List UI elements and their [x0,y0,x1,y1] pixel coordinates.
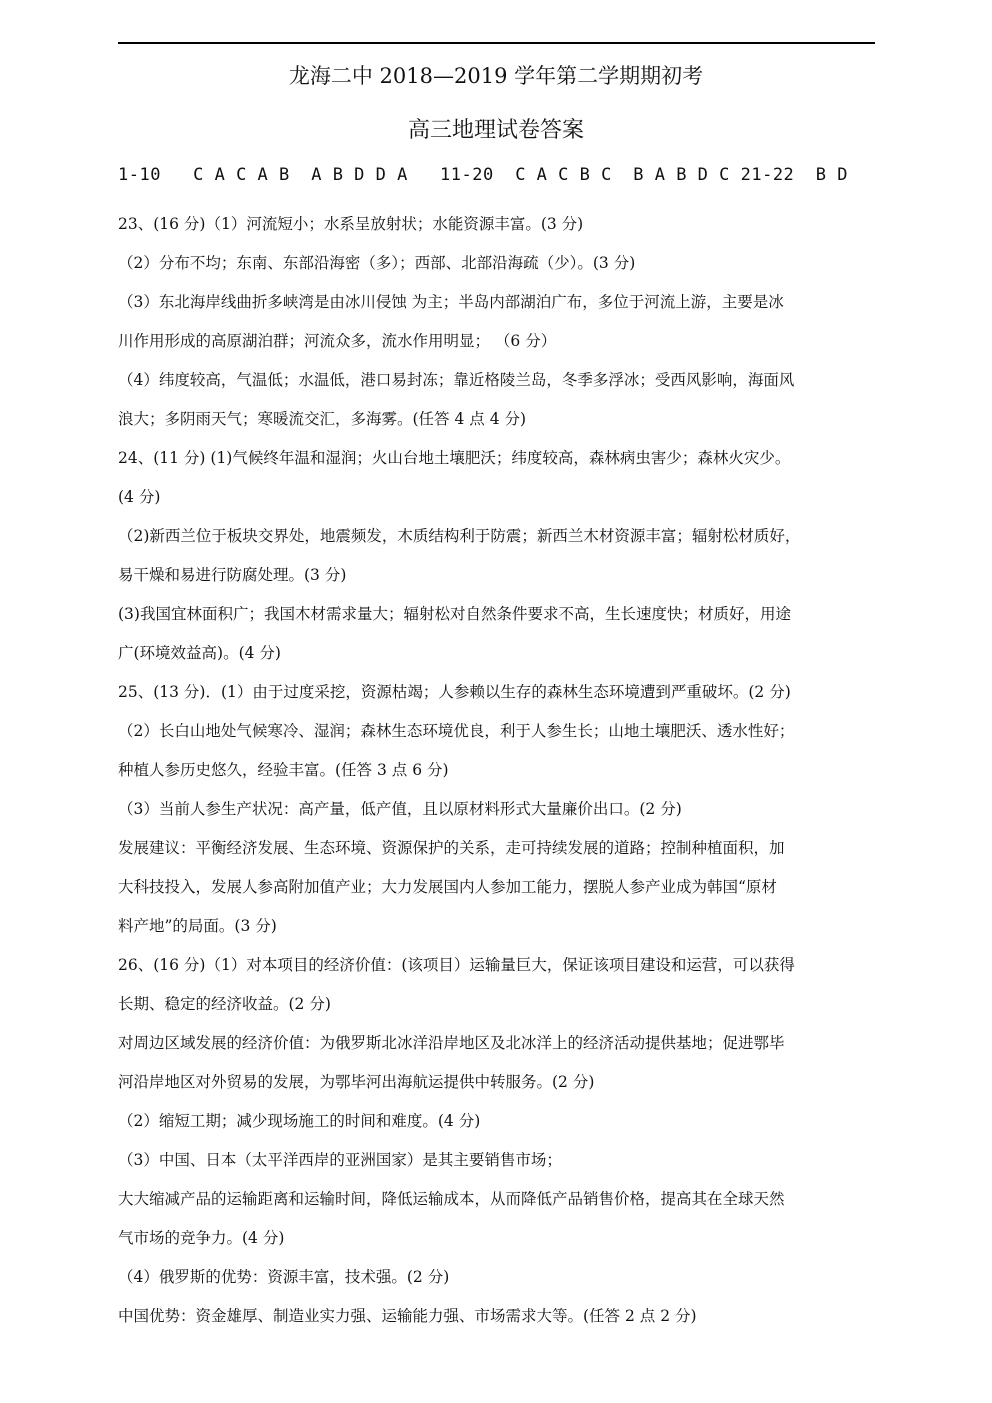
answer-line-q26-3-cont: 大大缩减产品的运输距离和运输时间，降低运输成本，从而降低产品销售价格，提高其在全球天然 [118,1190,785,1208]
answer-line-q25-3-suggestion: 发展建议：平衡经济发展、生态环境、资源保护的关系，走可持续发展的道路；控制种植面积，加 [118,839,785,857]
answer-line-q23-4-cont: 浪大；多阴雨天气；寒暖流交汇，多海雾。(任答 4 点 4 分) [118,410,527,428]
answer-line-q26-3: （3）中国、日本（太平洋西岸的亚洲国家）是其主要销售市场； [118,1151,562,1169]
answer-line-q26-1-region: 对周边区域发展的经济价值：为俄罗斯北冰洋沿岸地区及北冰洋上的经济活动提供基地；促进鄂毕 [118,1034,785,1052]
multiple-choice-answer-key: 1-10 C A C A B A B D D A 11-20 C A C B C B A B D C 21-22 B D [118,165,848,185]
answer-line-q23-3: （3）东北海岸线曲折多峡湾是由冰川侵蚀 为主；半岛内部湖泊广布，多位于河流上游，主要是冰 [118,293,784,311]
answer-line-q23-2: （2）分布不均；东南、东部沿海密（多）；西部、北部沿海疏（少）。(3 分) [118,254,636,272]
document-subtitle: 高三地理试卷答案 [407,118,584,143]
answer-line-q26-1: 26、(16 分)（1）对本项目的经济价值：(该项目）运输量巨大，保证该项目建设和运营，可以获得 [118,956,795,974]
answer-line-q24-2: （2)新西兰位于板块交界处，地震频发，木质结构利于防震；新西兰木材资源丰富；辐射松材质好， [118,527,801,545]
answer-line-q25-3-suggestion-cont: 大科技投入，发展人参高附加值产业；大力发展国内人参加工能力，摆脱人参产业成为韩国“原材 [118,878,777,896]
answer-line-q26-4-china: 中国优势：资金雄厚、制造业实力强、运输能力强、市场需求大等。(任答 2 点 2 分) [118,1307,697,1325]
answer-line-q25-2: （2）长白山地处气候寒冷、湿润；森林生态环境优良，利于人参生长；山地土壤肥沃、透水性好； [118,722,795,740]
answer-line-q24-1: 24、(11 分) (1)气候终年温和湿润；火山台地土壤肥沃；纬度较高，森林病虫害少；森林火灾少。 [118,449,791,467]
header-rule [118,42,875,44]
answer-line-q23-3-cont: 川作用形成的高原湖泊群；河流众多，流水作用明显； （6 分） [118,332,557,350]
answer-line-q24-3: (3)我国宜林面积广；我国木材需求量大；辐射松对自然条件要求不高，生长速度快；材质好，用途 [118,605,791,623]
answer-line-q26-1-cont: 长期、稳定的经济收益。(2 分) [118,995,331,1013]
answer-line-q24-2-cont: 易干燥和易进行防腐处理。(3 分) [118,566,347,584]
answer-line-q25-1: 25、(13 分)．(1）由于过度采挖，资源枯竭；人参赖以生存的森林生态环境遭到严重破坏。(2 分) [118,683,791,701]
answer-line-q25-2-cont: 种植人参历史悠久，经验丰富。(任答 3 点 6 分) [118,761,449,779]
answer-line-q23-1: 23、(16 分)（1）河流短小；水系呈放射状；水能资源丰富。(3 分) [118,215,584,233]
answer-line-q26-2: （2）缩短工期；减少现场施工的时间和难度。(4 分) [118,1112,481,1130]
answer-line-q24-3-cont: 广(环境效益高)。(4 分) [118,644,281,662]
answer-line-q26-1-region-cont: 河沿岸地区对外贸易的发展，为鄂毕河出海航运提供中转服务。(2 分) [118,1073,595,1091]
answer-line-q23-4: （4）纬度较高，气温低；水温低，港口易封冻；靠近格陵兰岛，冬季多浮冰；受西风影响，海面风 [118,371,795,389]
answer-line-q26-3-end: 气市场的竞争力。(4 分) [118,1229,285,1247]
answer-line-q26-4: （4）俄罗斯的优势：资源丰富，技术强。(2 分) [118,1268,450,1286]
answer-line-q24-1-cont: (4 分) [118,488,161,506]
document-title: 龙海二中 2018—2019 学年第二学期期初考 [288,64,704,88]
answer-line-q25-3-suggestion-end: 料产地”的局面。(3 分) [118,917,277,935]
answer-line-q25-3: （3）当前人参生产状况：高产量，低产值，且以原材料形式大量廉价出口。(2 分) [118,800,682,818]
